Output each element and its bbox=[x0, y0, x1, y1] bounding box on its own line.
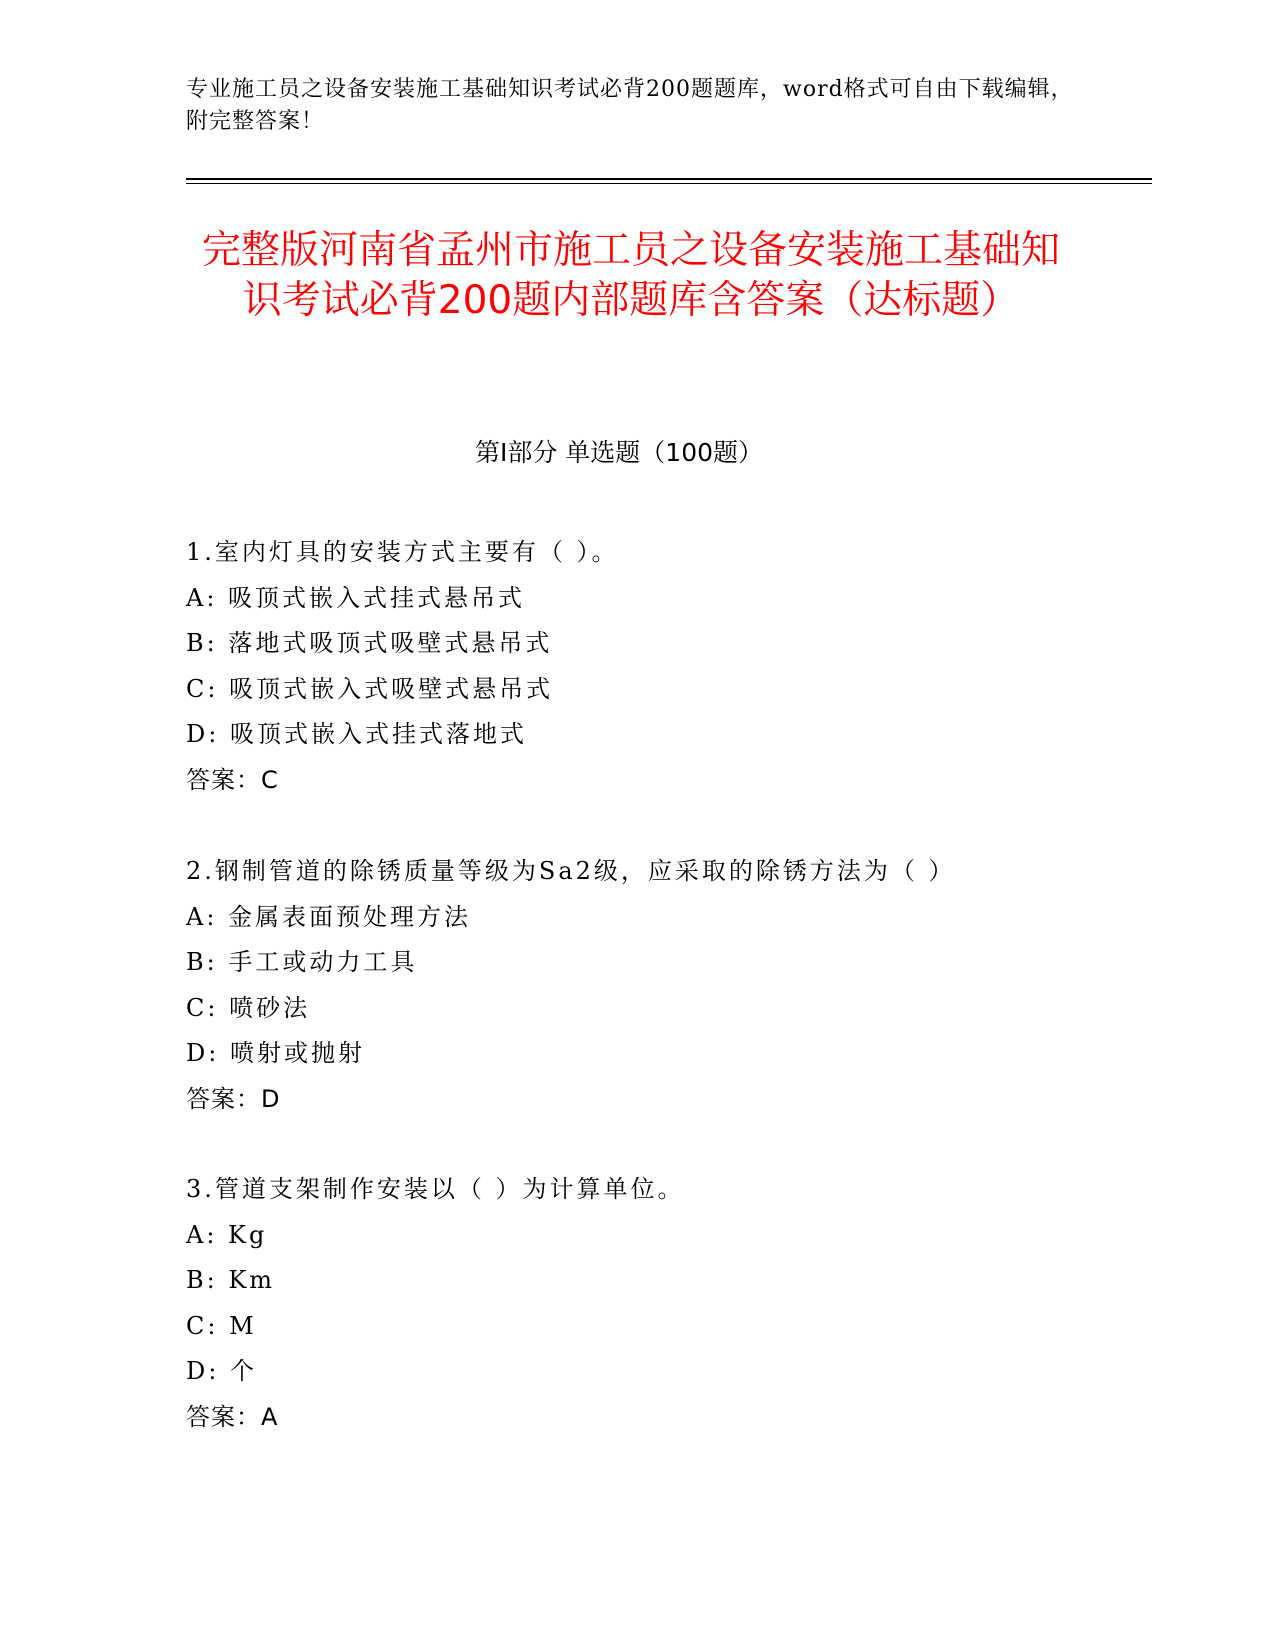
option-a: A: 吸顶式嵌入式挂式悬吊式 bbox=[186, 583, 526, 612]
option-d: D: 喷射或抛射 bbox=[186, 1039, 365, 1067]
document-title: 完整版河南省孟州市施工员之设备安装施工基础知识考试必背200题内部题库含答案（达标题） bbox=[201, 228, 1060, 323]
header-rule-thick bbox=[186, 178, 1152, 180]
question-3 bbox=[186, 1167, 1126, 1440]
answer: 答案：D bbox=[186, 1084, 281, 1113]
header-rule-thin bbox=[186, 183, 1152, 184]
option-b: B: 落地式吸顶式吸壁式悬吊式 bbox=[186, 629, 553, 657]
question-1 bbox=[186, 530, 1126, 803]
option-d: D: 个 bbox=[186, 1357, 257, 1385]
question-stem: 2.钢制管道的除锈质量等级为Sa2级，应采取的除锈方法为（ ） bbox=[186, 857, 956, 885]
option-c: C: 吸顶式嵌入式吸壁式悬吊式 bbox=[186, 674, 554, 703]
question-stem: 3.管道支架制作安装以（ ）为计算单位。 bbox=[186, 1175, 685, 1203]
option-a: A: 金属表面预处理方法 bbox=[186, 902, 472, 931]
option-c: C: 喷砂法 bbox=[186, 993, 311, 1022]
header-note: 专业施工员之设备安装施工基础知识考试必背200题题库，word格式可自由下载编辑，附完整答案！ bbox=[186, 77, 1074, 134]
option-b: B: Km bbox=[186, 1266, 276, 1294]
option-b: B: 手工或动力工具 bbox=[186, 948, 418, 976]
option-d: D: 吸顶式嵌入式挂式落地式 bbox=[186, 720, 527, 748]
option-c: C: M bbox=[186, 1311, 257, 1340]
section-title: 第I部分 单选题（100题） bbox=[474, 438, 764, 467]
question-2 bbox=[186, 849, 1126, 1122]
option-a: A: Kg bbox=[186, 1220, 268, 1249]
question-stem: 1.室内灯具的安装方式主要有（ ）。 bbox=[186, 538, 619, 566]
answer: 答案：A bbox=[186, 1402, 279, 1431]
answer: 答案：C bbox=[186, 765, 279, 794]
